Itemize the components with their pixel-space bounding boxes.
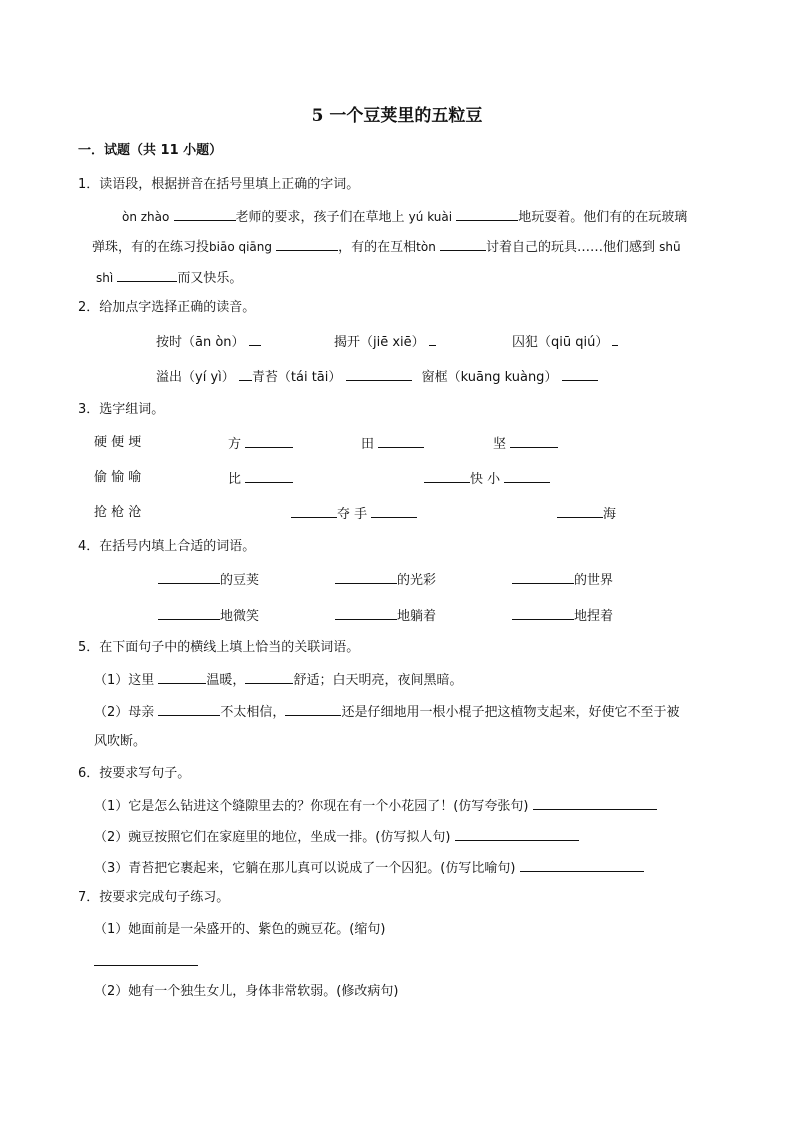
section-heading: 一．试题（共 11 小题） — [78, 143, 223, 158]
answer-blank[interactable] — [245, 670, 293, 684]
answer-blank[interactable] — [285, 702, 341, 716]
answer-blank[interactable] — [245, 469, 293, 483]
q6-sentence-2: （2）豌豆按照它们在家庭里的地位，坐成一排。(仿写拟人句) — [94, 827, 579, 847]
answer-blank[interactable] — [158, 670, 206, 684]
answer-blank[interactable] — [424, 469, 470, 483]
q1-prompt: 1．读语段，根据拼音在括号里填上正确的字词。 — [78, 177, 360, 192]
q6-sentence-3: （3）青苔把它裹起来，它躺在那儿真可以说成了一个囚犯。(仿写比喻句) — [94, 858, 644, 878]
q1-line3 — [96, 268, 242, 288]
q4-item: 地微笑 — [158, 606, 259, 626]
answer-blank[interactable] — [562, 367, 598, 381]
q1-line2 — [92, 237, 681, 257]
q3-word: 快 小 — [424, 469, 550, 489]
q2-prompt: 2．给加点字选择正确的读音。 — [78, 300, 256, 315]
q1-text: 讨着自己的玩具……他们感到 — [485, 240, 655, 255]
pinyin: biāo qiāng — [209, 240, 273, 254]
answer-blank[interactable] — [520, 858, 644, 872]
pinyin: tòn — [416, 240, 436, 254]
answer-blank[interactable] — [291, 504, 337, 518]
q3-word: 坚 — [493, 434, 558, 454]
answer-blank[interactable] — [512, 606, 574, 620]
q7-sentence-2: （2）她有一个独生女儿，身体非常软弱。(修改病句) — [94, 984, 399, 999]
q3-word: 方 — [228, 434, 293, 454]
answer-blank[interactable] — [335, 570, 397, 584]
q2-item: 揭开（jiē xiē） — [334, 332, 436, 352]
pinyin: shū — [659, 240, 681, 254]
q1-text: 老师的要求，孩子们在草地上 — [235, 210, 405, 225]
q1-text: ，有的在互相 — [338, 240, 417, 255]
q3-word: 田 — [361, 434, 424, 454]
q3-prompt: 3．选字组词。 — [78, 402, 165, 417]
answer-blank[interactable] — [276, 237, 338, 251]
q7-answer-line — [94, 952, 198, 972]
q4-item: 地躺着 — [335, 606, 436, 626]
answer-blank[interactable] — [612, 332, 618, 346]
answer-blank[interactable] — [245, 434, 293, 448]
answer-blank[interactable] — [94, 952, 198, 966]
q3-chars: 抢 枪 沧 — [94, 505, 142, 520]
answer-blank[interactable] — [174, 207, 236, 221]
q1-text: 地玩耍着。他们有的在玩玻璃 — [518, 210, 688, 225]
answer-blank[interactable] — [378, 434, 424, 448]
q3-word: 比 — [228, 469, 293, 489]
q2-row2: 溢出（yí yì） 青苔（tái tāi） 窗框（kuāng kuàng） — [156, 367, 598, 387]
q6-sentence-1: （1）它是怎么钻进这个缝隙里去的？你现在有一个小花园了！(仿写夸张句) — [94, 796, 657, 816]
answer-blank[interactable] — [335, 606, 397, 620]
q4-item: 地捏着 — [512, 606, 613, 626]
answer-blank[interactable] — [158, 702, 220, 716]
q7-sentence-1: （1）她面前是一朵盛开的、紫色的豌豆花。(缩句) — [94, 922, 386, 937]
answer-blank[interactable] — [249, 332, 261, 346]
q3-chars: 硬 便 埂 — [94, 435, 142, 450]
q3-word: 夺 手 — [291, 504, 417, 524]
q4-item: 的世界 — [512, 570, 613, 590]
q3-word: 海 — [557, 504, 616, 524]
q4-item: 的豆荚 — [158, 570, 259, 590]
answer-blank[interactable] — [455, 827, 579, 841]
answer-blank[interactable] — [117, 268, 177, 282]
answer-blank[interactable] — [504, 469, 550, 483]
q2-item: 囚犯（qiū qiú） — [512, 332, 618, 352]
q5-prompt: 5．在下面句子中的横线上填上恰当的关联词语。 — [78, 640, 360, 655]
q5-sentence-2-cont: 风吹断。 — [94, 734, 147, 749]
q2-item: 按时（ān òn） — [156, 332, 261, 352]
q1-text: 而又快乐。 — [177, 271, 243, 286]
answer-blank[interactable] — [512, 570, 574, 584]
answer-blank[interactable] — [371, 504, 417, 518]
answer-blank[interactable] — [557, 504, 603, 518]
answer-blank[interactable] — [158, 570, 220, 584]
answer-blank[interactable] — [239, 367, 252, 381]
q1-text: 弹珠，有的在练习投 — [92, 240, 210, 255]
answer-blank[interactable] — [456, 207, 518, 221]
answer-blank[interactable] — [440, 237, 486, 251]
q3-chars: 偷 愉 喻 — [94, 470, 142, 485]
answer-blank[interactable] — [346, 367, 412, 381]
pinyin: yú kuài — [408, 210, 453, 224]
answer-blank[interactable] — [510, 434, 558, 448]
q6-prompt: 6．按要求写句子。 — [78, 766, 191, 781]
pinyin: shì — [96, 271, 114, 285]
answer-blank[interactable] — [158, 606, 220, 620]
q1-line1 — [122, 207, 687, 227]
q7-prompt: 7．按要求完成句子练习。 — [78, 890, 230, 905]
q5-sentence-1: （1）这里 温暖， 舒适；白天明亮，夜间黑暗。 — [94, 670, 462, 690]
q4-item: 的光彩 — [335, 570, 436, 590]
answer-blank[interactable] — [533, 796, 657, 810]
page-title: 5 一个豆荚里的五粒豆 — [311, 106, 483, 126]
q5-sentence-2: （2）母亲 不太相信， 还是仔细地用一根小棍子把这植物支起来，好使它不至于被 — [94, 702, 679, 722]
pinyin: òn zhào — [122, 210, 170, 224]
q4-prompt: 4．在括号内填上合适的词语。 — [78, 539, 256, 554]
answer-blank[interactable] — [429, 332, 436, 346]
